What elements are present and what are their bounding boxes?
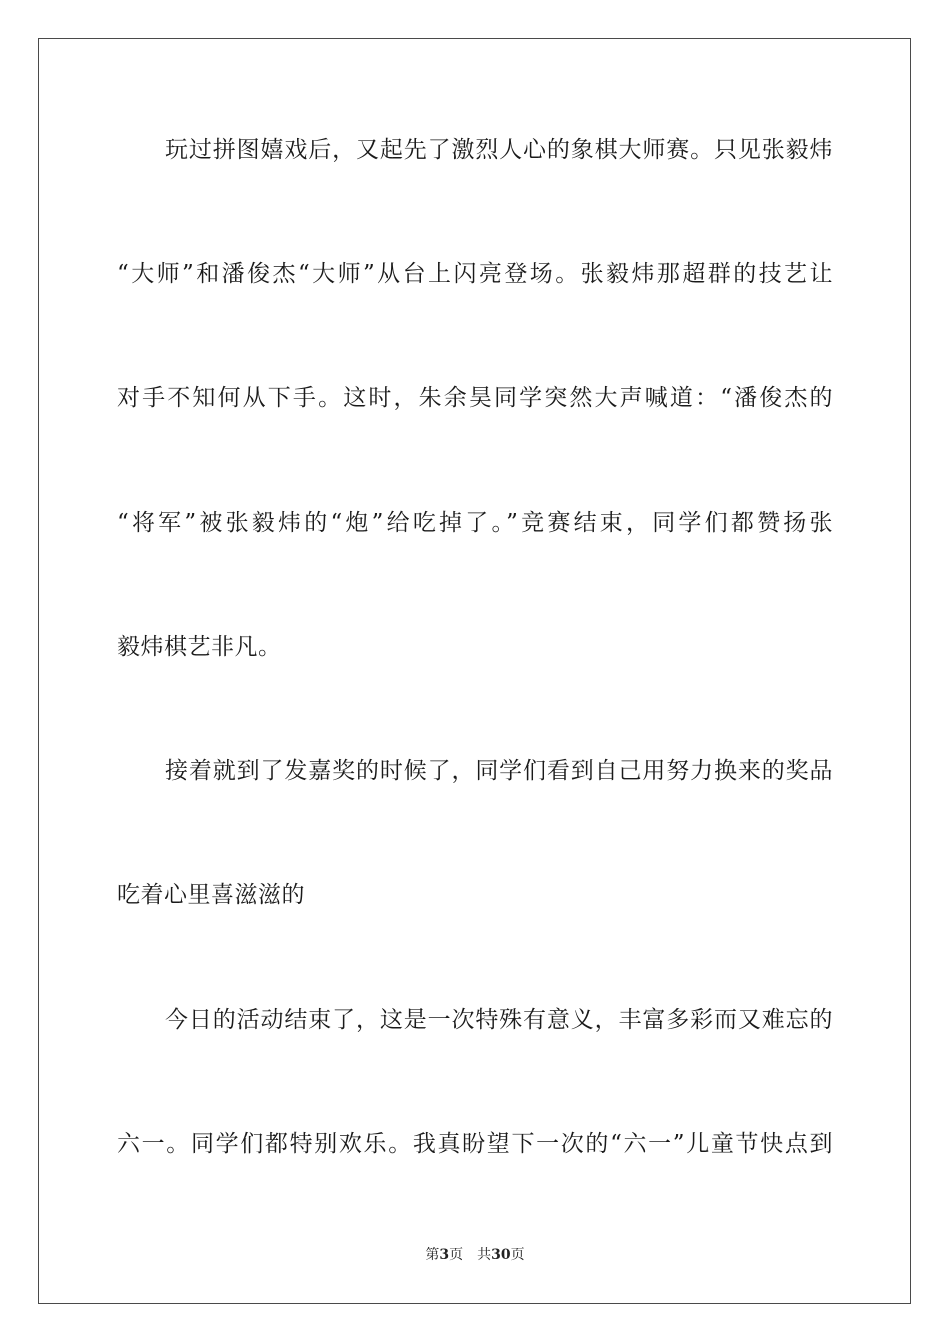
- paragraph-line-1: 玩过拼图嬉戏后，又起先了激烈人心的象棋大师赛。只见张毅炜: [165, 137, 833, 163]
- current-page-number: 3: [439, 1247, 450, 1263]
- page-border: [38, 38, 911, 1304]
- paragraph-line-2: “大师”和潘俊杰“大师”从台上闪亮登场。张毅炜那超群的技艺让: [117, 261, 833, 287]
- total-suffix: 页: [510, 1247, 525, 1263]
- paragraph-line-3: 对手不知何从下手。这时，朱余昊同学突然大声喊道：“潘俊杰的: [117, 385, 833, 411]
- paragraph-line-9: 六一。同学们都特别欢乐。我真盼望下一次的“六一”儿童节快点到: [117, 1131, 833, 1157]
- page-prefix: 第: [425, 1247, 440, 1263]
- total-prefix: 共: [477, 1247, 492, 1263]
- total-page-count: 30: [491, 1247, 511, 1263]
- paragraph-line-5: 毅炜棋艺非凡。: [117, 634, 282, 660]
- page-footer: [0, 1246, 950, 1264]
- paragraph-line-4: “将军”被张毅炜的“炮”给吃掉了。”竞赛结束，同学们都赞扬张: [117, 510, 833, 536]
- paragraph-line-6: 接着就到了发嘉奖的时候了，同学们看到自己用努力换来的奖品: [165, 758, 833, 784]
- paragraph-line-7: 吃着心里喜滋滋的: [117, 882, 305, 908]
- page-suffix: 页: [449, 1247, 464, 1263]
- paragraph-line-8: 今日的活动结束了，这是一次特殊有意义，丰富多彩而又难忘的: [165, 1007, 833, 1033]
